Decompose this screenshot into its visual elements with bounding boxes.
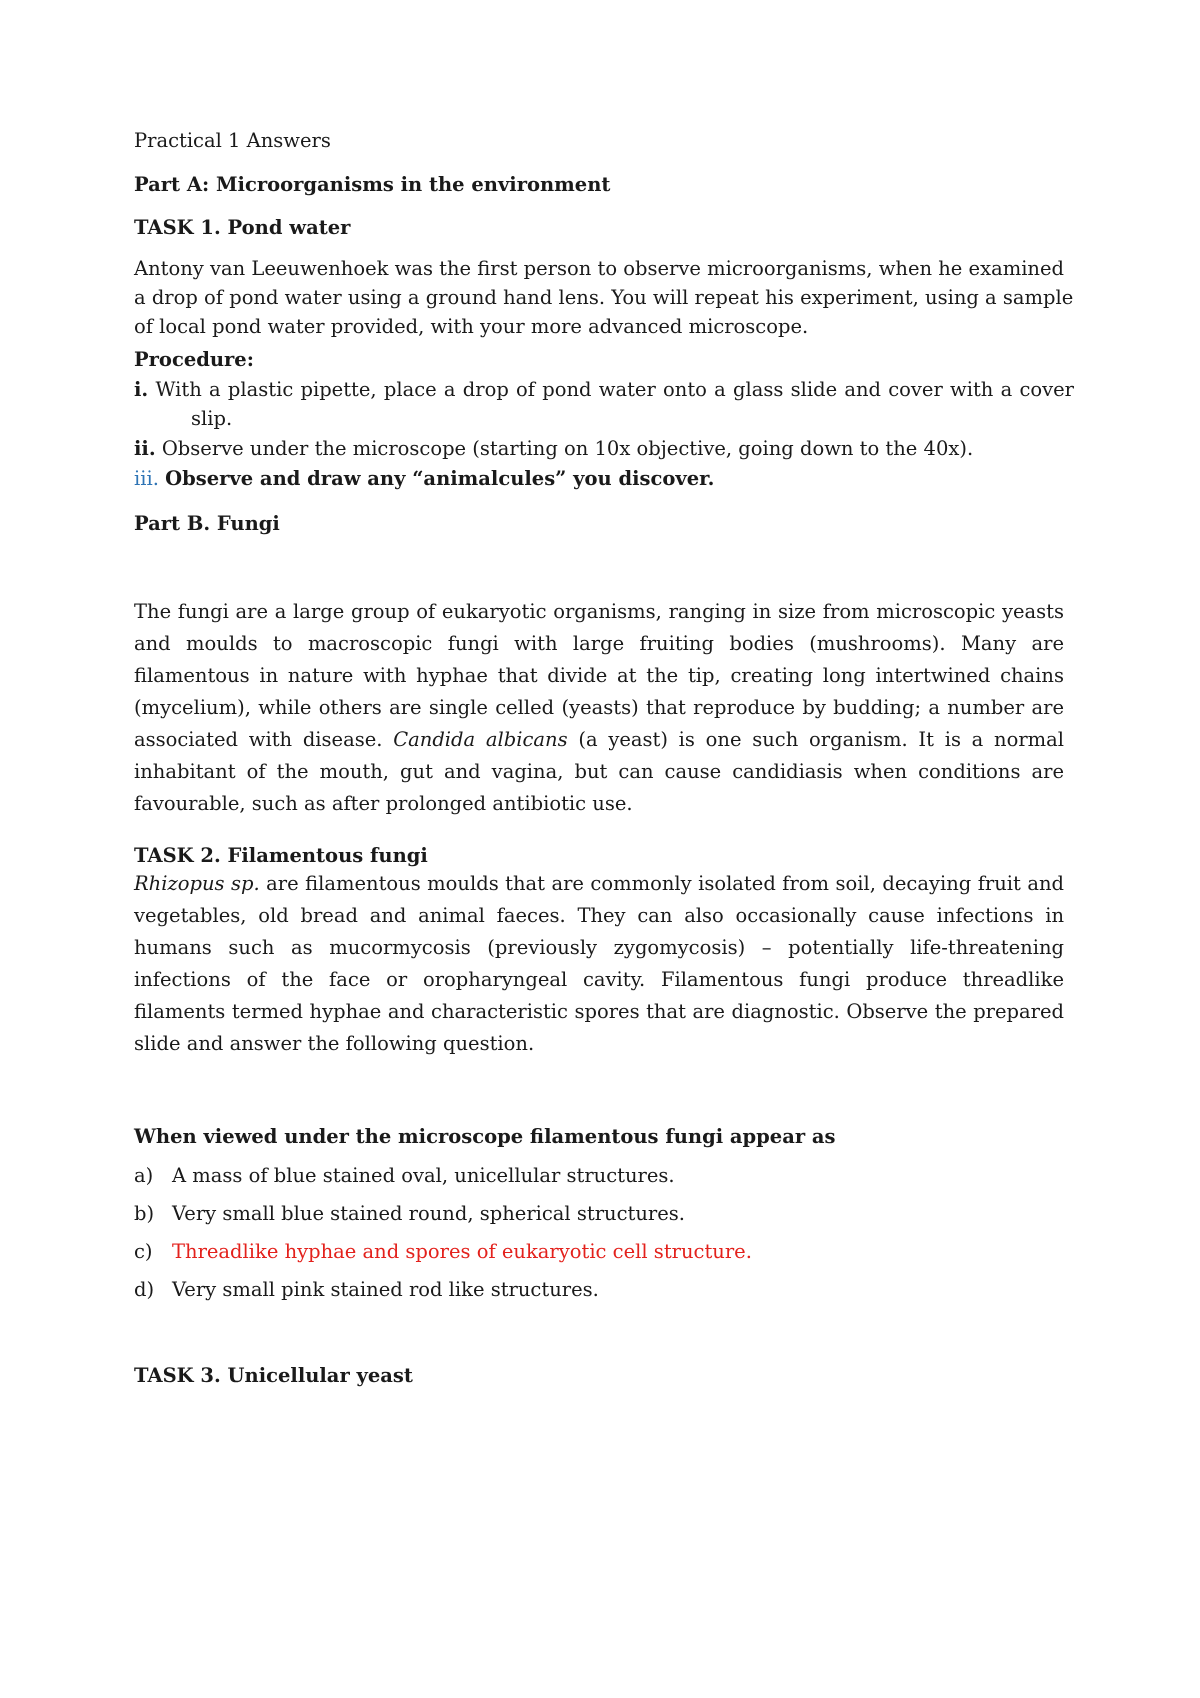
rhizopus-paragraph [134,868,1064,1060]
option-c-letter: c) [134,1240,153,1263]
procedure-step-1 [134,377,1074,403]
procedure-step-2 [134,436,973,462]
option-a-text: A mass of blue stained oval, unicellular structures. [172,1164,675,1187]
option-d-letter: d) [134,1278,155,1301]
option-b-letter: b) [134,1202,155,1225]
procedure-step-3 [134,466,714,492]
option-b-text: Very small blue stained round, spherical structures. [172,1202,685,1225]
option-a-letter: a) [134,1164,154,1187]
candida-species: Candida albicans [393,728,568,751]
option-c-text-correct: Threadlike hyphae and spores of eukaryotic cell structure. [172,1240,752,1263]
step-2-number: ii. [134,437,156,460]
fungi-paragraph-before: The fungi are a large group of eukaryotic organisms, ranging in size from microscopic yeasts and moulds to macroscopic fungi with large fruiting bodies (mushrooms). Many are filamentous in nature with hyphae that divide at the tip, creating long intertwined chains (mycelium), while others are single celled (yeasts) that reproduce by budding; a number are associated with disease. [134,600,1064,751]
option-d-text: Very small pink stained rod like structures. [172,1278,599,1301]
part-b-heading: Part B. Fungi [134,512,280,535]
fungi-paragraph [134,596,1064,820]
step-2-text: Observe under the microscope (starting on 10x objective, going down to the 40x). [161,437,974,460]
step-1-text: With a plastic pipette, place a drop of pond water onto a glass slide and cover with a cover [155,378,1075,401]
task1-heading: TASK 1. Pond water [134,216,351,239]
fungi-paragraph-after: (a yeast) is one such organism. It is a normal inhabitant of the mouth, gut and vagina, but can cause candidiasis when conditions are favourable, such as after prolonged antibiotic use. [134,728,1065,815]
task3-heading: TASK 3. Unicellular yeast [134,1364,413,1387]
rhizopus-species: Rhizopus sp. [134,872,260,895]
question-text: When viewed under the microscope filamentous fungi appear as [134,1125,836,1148]
procedure-heading: Procedure: [134,348,254,371]
doc-title: Practical 1 Answers [134,129,331,152]
step-1-number: i. [134,378,149,401]
step-3-text: Observe and draw any “animalcules” you discover. [165,467,715,490]
intro-line-2: a drop of pond water using a ground hand lens. You will repeat his experiment, using a sample [134,286,1074,309]
intro-line-1: Antony van Leeuwenhoek was the first person to observe microorganisms, when he examined [134,257,1065,280]
step-1-continuation: slip. [191,407,233,430]
part-a-heading: Part A: Microorganisms in the environment [134,173,611,196]
rhizopus-text: are filamentous moulds that are commonly isolated from soil, decaying fruit and vegetables, old bread and animal faeces. They can also occasionally cause infections in humans such as mucormycosis (previously zygomycosis) – potentially life-threatening infections of the face or oropharyngeal cavity. Filamentous fungi produce threadlike filaments termed hyphae and characteristic spores that are diagnostic. Observe the prepared slide and answer the following question. [134,872,1065,1055]
intro-line-3: of local pond water provided, with your more advanced microscope. [134,315,809,338]
task2-heading: TASK 2. Filamentous fungi [134,844,428,867]
step-3-number: iii. [134,467,159,490]
